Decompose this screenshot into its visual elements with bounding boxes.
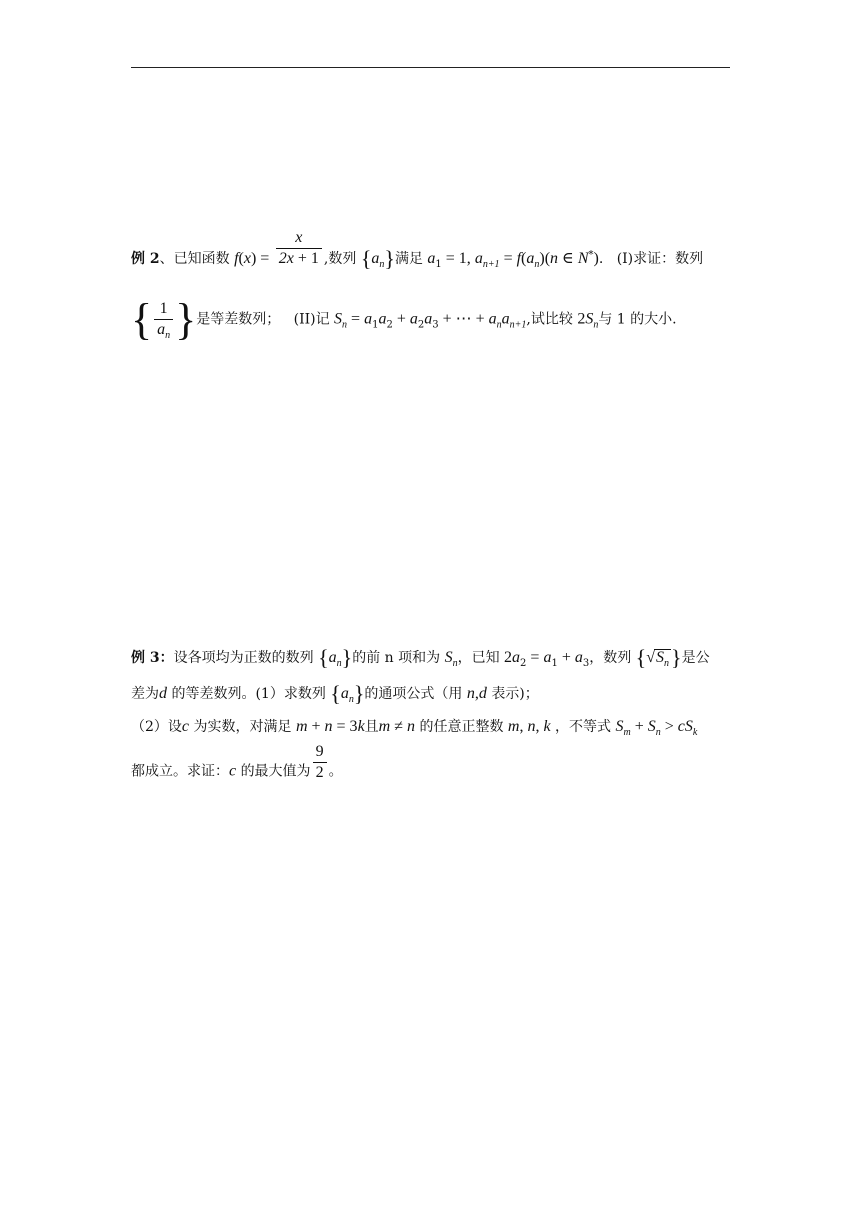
example3-text-b: 的前 n 项和为 xyxy=(352,650,441,666)
example2-text-f: ,试比较 xyxy=(526,311,573,328)
example2-text-b: ,数列 xyxy=(323,251,357,267)
function-fraction xyxy=(276,230,322,267)
example2-part1: (I)求证：数列 xyxy=(616,251,704,267)
example3-line3-a: （2）设 xyxy=(131,719,182,735)
example2-text-a: 已知函数 xyxy=(173,251,230,267)
example2-line2: { $\frac{1}{a_n}$ }是等差数列； (II)记 $S_n = a_1a_2 + a_2a_3$ + ⋯ + $a_na_{n+1}$,试比较 $2S_n$与 1 的大小. xyxy=(131,294,677,344)
example3-line4: 都成立。求证：c 的最大值为 $\frac{9}{2}$ 。 xyxy=(131,743,343,781)
example3-line2-c: 的通项公式（用 xyxy=(364,686,463,702)
example3-label: 例 3 xyxy=(131,650,160,666)
example2-part2: (II)记 xyxy=(293,311,330,328)
example3-text-a: 设各项均为正数的数列 xyxy=(173,650,314,666)
example2-text-d: . xyxy=(598,251,604,267)
max-value-fraction xyxy=(313,744,327,781)
example3-line1: 例 3：设各项均为正数的数列 $\{a_n\}$的前 n 项和为 $S_n$，已知 $2a_2 = a_1 + a_3$，数列 $\{√S_n\}$是公 xyxy=(131,645,710,670)
max-frac-num: 9 xyxy=(315,743,324,760)
example2-line1: 例 2、已知函数 f(x) = $\frac{x}{2x + 1}$ ,数列 $\{a_n\}$满足 $a_1 = 1$, $a_{n+1} = f(a_n)(n$ ∈ N*). (I)求证：数列 xyxy=(131,228,704,271)
example3-line4-a: 都成立。求证： xyxy=(131,763,229,780)
example3-line4-c: 。 xyxy=(328,763,343,780)
fraction-denominator: 2x + 1 xyxy=(276,248,322,267)
function-lhs: f xyxy=(234,250,239,267)
example3-line2-a: 差为 xyxy=(131,686,159,702)
example2-label: 例 2 xyxy=(131,251,160,267)
example3-line3: （2）设c 为实数，对满足 m + n = 3k且m ≠ n 的任意正整数 m, n, k ，不等式 $S_m + S_n > cS_k$ xyxy=(131,718,698,738)
example2-text-e: 是等差数列； xyxy=(196,311,281,328)
example3-line2: 差为d 的等差数列。(1）求数列 $\{a_n\}$的通项公式（用 n,d 表示)； xyxy=(131,681,539,706)
max-frac-den: 2 xyxy=(313,762,327,781)
example3-text-d: ，数列 xyxy=(589,650,632,666)
example2-text-c: 满足 xyxy=(394,251,423,267)
example2-text-g: 与 1 的大小. xyxy=(598,311,677,328)
example3-line2-d: 表示)； xyxy=(491,686,539,702)
example3-line4-b: 的最大值为 xyxy=(240,763,311,780)
example3-line3-b: 为实数，对满足 xyxy=(193,719,292,735)
example2-sep: 、 xyxy=(159,251,174,267)
header-rule xyxy=(131,67,730,68)
example3-text-e: 是公 xyxy=(681,650,710,666)
example3-sep: ： xyxy=(159,650,174,666)
example3-line3-d: ，不等式 xyxy=(555,719,612,735)
example3-line2-b: 的等差数列。(1）求数列 xyxy=(171,686,326,702)
reciprocal-fraction: $\frac{1}{a_n}$ xyxy=(154,301,173,338)
example3-text-c: ，已知 xyxy=(457,650,500,666)
example3-line3-c: 的任意正整数 xyxy=(419,719,504,735)
fraction-numerator: x xyxy=(295,228,303,246)
